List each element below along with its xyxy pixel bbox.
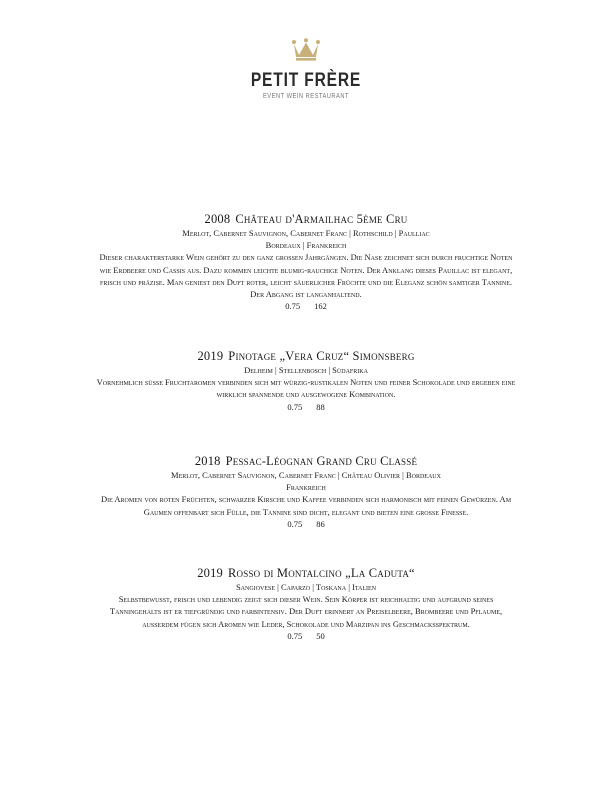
wine-description: Die Aromen von roten Früchten, schwarzer Kirsche und Kaffee verbinden sich harmonisch mit feinen Gewürzen. Am Gaumen offenbart sich Fülle, die Tannine sind dicht, elegant und bieten eine große Finesse. [100, 494, 512, 517]
wine-title [96, 349, 516, 364]
wine-volume: 0.75 [287, 401, 303, 412]
wine-grapes: Merlot, Cabernet Sauvignon, Cabernet Franc | Rothschild | Paulliac [182, 228, 430, 238]
wine-year: 2019 [197, 566, 224, 580]
wine-region: Bordeaux | Frankreich [265, 240, 347, 251]
wine-name: Château d'Armailhac 5ème Cru [235, 212, 408, 226]
wine-price: 50 [316, 630, 325, 641]
wine-price-line [96, 401, 516, 413]
wine-price: 162 [314, 301, 327, 312]
wine-title [96, 212, 516, 227]
wine-grapes: Merlot, Cabernet Sauvignon, Cabernet Franc | Château Olivier | Bordeaux [171, 470, 441, 480]
wine-price-line [96, 630, 516, 642]
wine-region: Frankreich [286, 482, 326, 493]
wine-price-line [96, 300, 516, 312]
wine-price: 88 [316, 401, 325, 412]
wine-title [96, 454, 516, 469]
wine-volume: 0.75 [285, 301, 301, 312]
wine-entry [96, 212, 516, 312]
wine-name: Pinotage „Vera Cruz“ Simonsberg [228, 349, 415, 363]
wine-name: Rosso di Montalcino „La Caduta“ [228, 566, 415, 580]
wine-title [96, 566, 516, 581]
wine-grapes: Delheim | Stellenbosch | Südafrika [244, 365, 368, 375]
wine-entry [96, 566, 516, 642]
restaurant-logo [0, 38, 612, 100]
crown-icon [291, 38, 321, 62]
wine-volume: 0.75 [287, 630, 303, 641]
wine-name: Pessac-Léognan Grand Cru Classé [225, 454, 418, 468]
wine-year: 2008 [204, 212, 231, 226]
brand-subtitle: EVENT WEIN RESTAURANT [262, 93, 350, 100]
wine-description: Vornehmlich süße Fruchtaromen verbinden sich mit würzig-rustikalen Noten und feiner Schokolade und ergeben eine wirklich spannende und ausgewogene Kombination. [96, 377, 516, 400]
wine-entry [96, 454, 516, 530]
wine-description: Dieser charakterstarke Wein gehört zu den ganz grossen Jahrgängen. Die Nase zeichnet sich durch fruchtige Noten wie Erdbeere und Cassis aus. Dazu kommen leichte blumig-rauchige Noten. Der Anklang dieses Pauillac ist elegant, frisch und präzise. Man geniest den Duft roter, leicht säuerlicher Früchte und die Eleganz schön samtiger Tannine. Der Abgang ist langanhaltend. [99, 252, 513, 300]
wine-description: Selbstbewusst, frisch und lebendig zeigt sich dieser Wein. Sein Körper ist reichhaltig und aufgrund seines Tanningehalts ist er tiefgründig und farbintensiv. Der Duft erinnert an Preiselbeere, Brombeere und Pflaume, außerdem fügen sich Aromen wie Leder, Schokolade und Marzipan ins Geschmacksspektrum. [109, 594, 503, 629]
wine-price: 86 [316, 518, 325, 529]
wine-year: 2018 [194, 454, 221, 468]
wine-price-line [96, 518, 516, 530]
wine-grapes: Sangiovese | Caparzo | Toskana | Italien [235, 582, 377, 592]
wine-year: 2019 [197, 349, 224, 363]
wine-volume: 0.75 [287, 518, 303, 529]
wine-entry [96, 349, 516, 413]
brand-name: PETIT FRÈRE [250, 70, 362, 91]
